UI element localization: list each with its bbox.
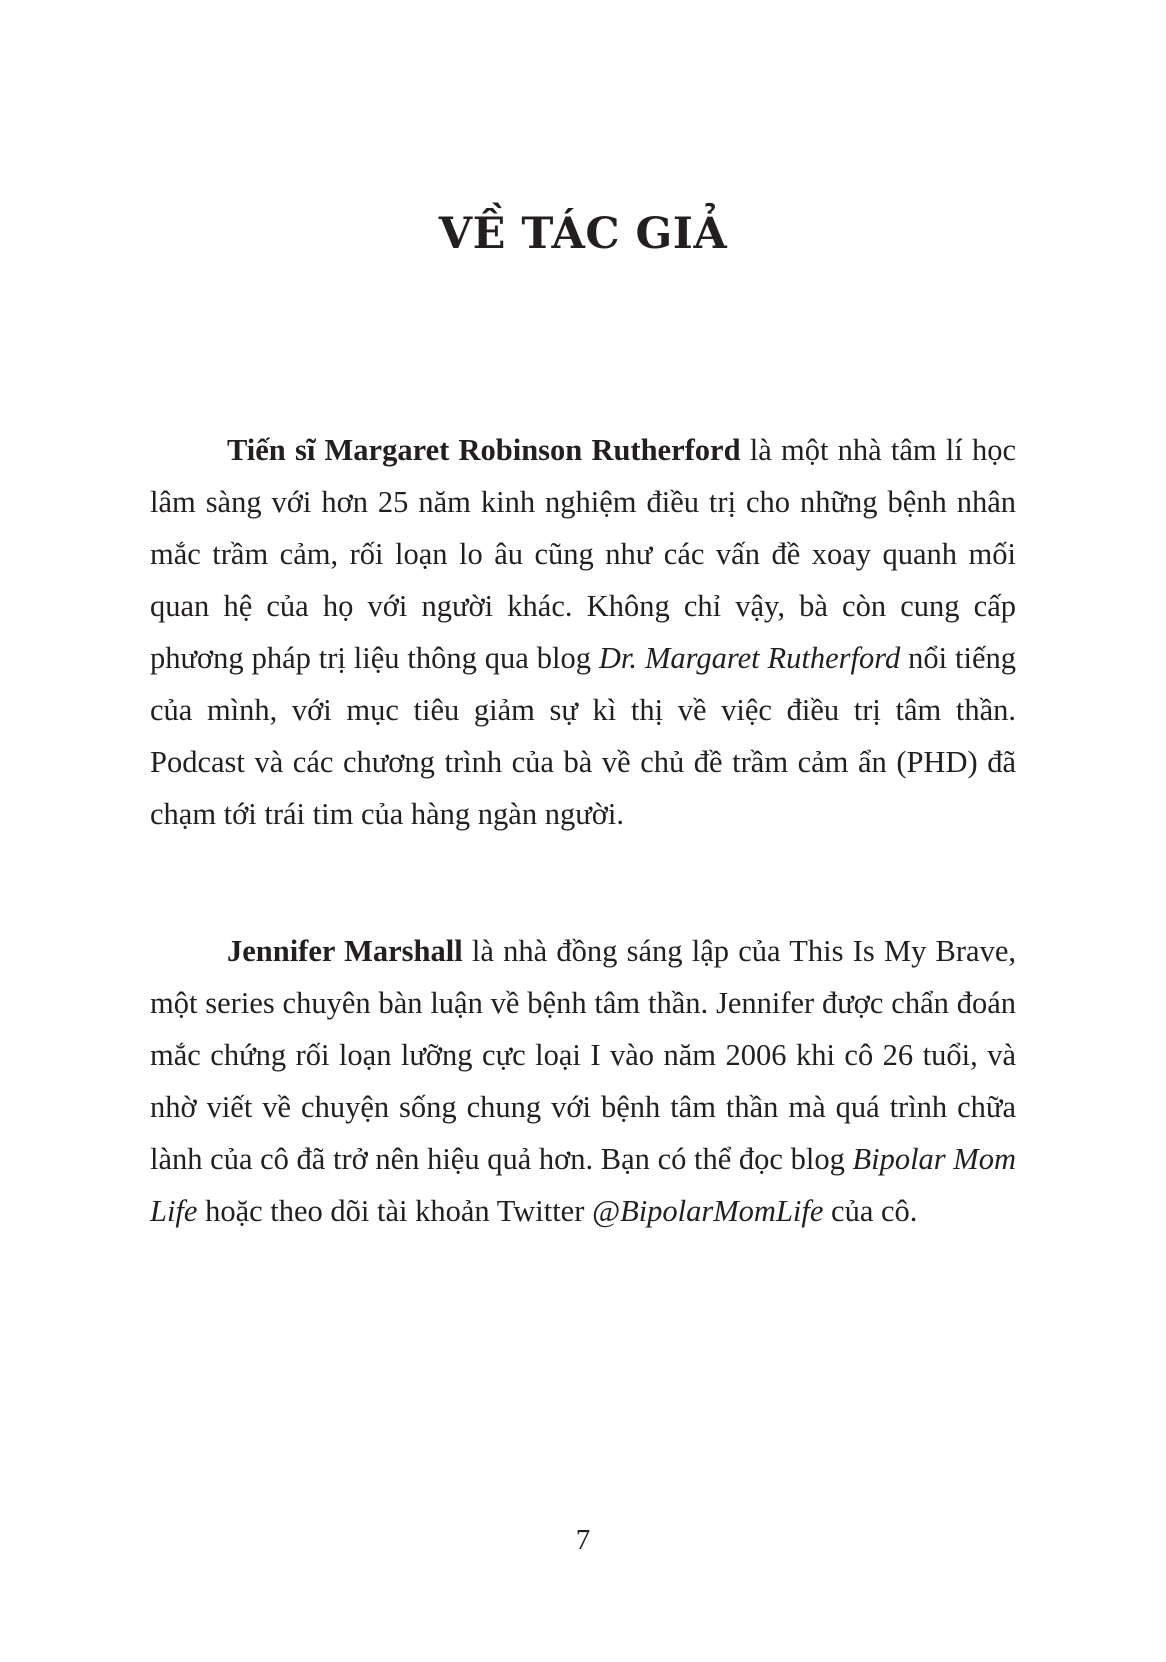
author-name: Tiến sĩ Margaret Robinson Rutherford: [227, 433, 741, 467]
blog-title: Dr. Margaret Rutherford: [598, 641, 901, 675]
bio-text: là nhà đồng sáng lập của This Is My Brave, một series chuyên bàn luận về bệnh tâm thần. Jennifer được chẩn đoán mắc chứng rối loạn lưỡng cực loại I vào năm 2006 khi cô 26 tuổi, và nhờ viết về chuyện sống chung với bệnh tâm thần mà quá trình chữa lành của cô đã trở nên hiệu quả hơn. Bạn có thể đọc blog: [150, 934, 1016, 1176]
blog-title: Bipolar Mom Life: [150, 1142, 1016, 1228]
bio-text: nổi tiếng của mình, với mục tiêu giảm sự kì thị về việc điều trị tâm thần. Podcast và các chương trình của bà về chủ đề trầm cảm ẩn (PHD) đã chạm tới trái tim của hàng ngàn người.: [150, 641, 1016, 831]
author-name: Jennifer Marshall: [227, 934, 463, 968]
bio-text: hoặc theo dõi tài khoản Twitter: [197, 1194, 593, 1228]
twitter-handle: @BipolarMomLife: [592, 1194, 824, 1228]
author-bio-rutherford: [150, 424, 1016, 840]
bio-text: của cô.: [823, 1194, 918, 1228]
page-title: VỀ TÁC GIẢ: [438, 209, 728, 259]
author-bio-marshall: [150, 925, 1016, 1237]
bio-text: là một nhà tâm lí học lâm sàng với hơn 25 năm kinh nghiệm điều trị cho những bệnh nhân mắc trầm cảm, rối loạn lo âu cũng như các vấn đề xoay quanh mối quan hệ của họ với người khác. Không chỉ vậy, bà còn cung cấp phương pháp trị liệu thông qua blog: [150, 433, 1017, 675]
page-number: 7: [575, 1524, 591, 1556]
